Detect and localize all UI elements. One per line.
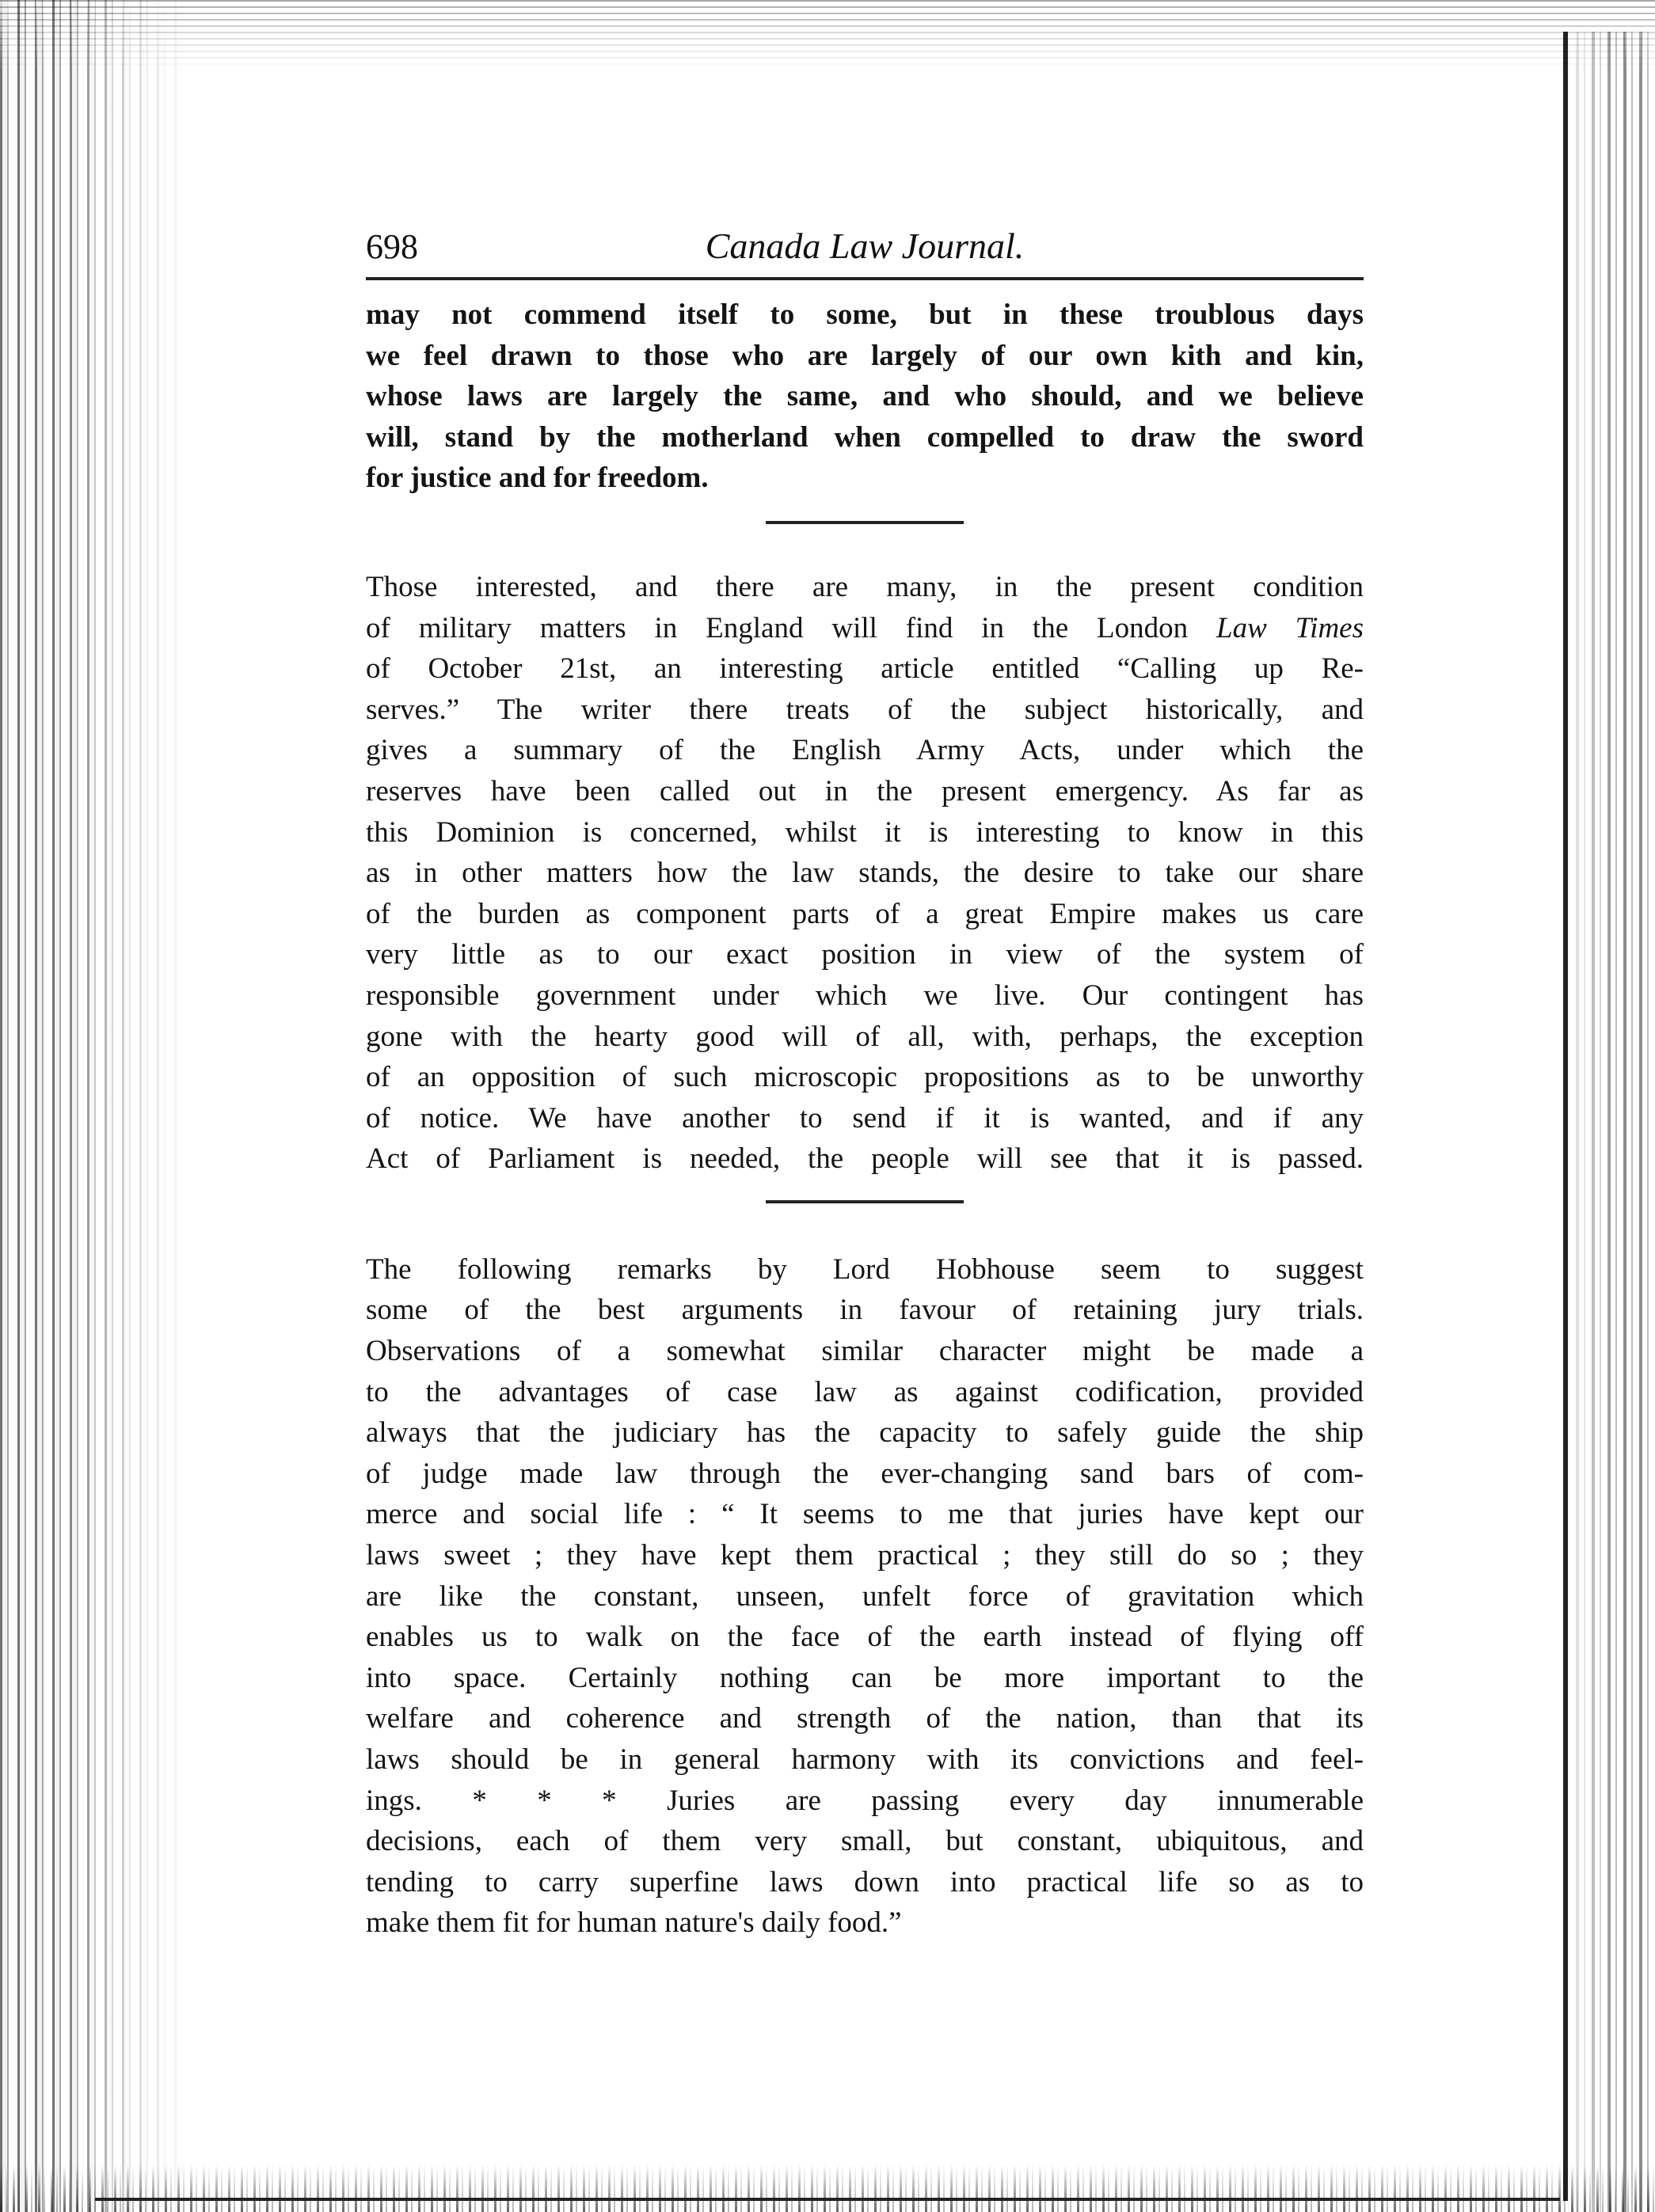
text-line: make them fit for human nature's daily food.” [366, 1906, 902, 1940]
text-line: of judge made law through the ever-changing sand bars of com- [366, 1457, 1364, 1490]
text-line: serves.” The writer there treats of the subject historically, and [366, 693, 1364, 726]
text-line: Those interested, and there are many, in the present condition [366, 570, 1364, 603]
text-line: laws should be in general harmony with its convictions and feel- [366, 1743, 1364, 1776]
text-line: to the advantages of case law as against codification, provided [366, 1375, 1364, 1408]
paragraph-motherland [366, 295, 1364, 499]
section-divider [766, 1200, 964, 1203]
scan-edge-top [0, 0, 1655, 71]
text-line: for justice and for freedom. [366, 462, 709, 495]
text-line: of the burden as component parts of a great Empire makes us care [366, 897, 1364, 930]
text-line: The following remarks by Lord Hobhouse seem to suggest [366, 1252, 1364, 1286]
text-line: gives a summary of the English Army Acts, under which the [366, 734, 1364, 767]
journal-page [366, 222, 1364, 1944]
page-number: 698 [366, 227, 418, 266]
text-line: whose laws are largely the same, and who should, and we believe [366, 380, 1364, 413]
text-line: merce and social life : “ It seems to me that juries have kept our [366, 1498, 1364, 1531]
text-line: welfare and coherence and strength of the nation, than that its [366, 1702, 1364, 1735]
text-line: gone with the hearty good will of all, with, perhaps, the exception [366, 1020, 1364, 1053]
text-line: always that the judiciary has the capacity to safely guide the ship [366, 1416, 1364, 1450]
publication-name: Law Times [1216, 611, 1364, 644]
journal-title: Canada Law Journal. [705, 226, 1025, 266]
text-line: Observations of a somewhat similar character might be made a [366, 1335, 1364, 1368]
scan-edge-left [0, 0, 190, 2212]
text-line: into space. Certainly nothing can be more important to the [366, 1661, 1364, 1694]
text-line: decisions, each of them very small, but constant, ubiquitous, and [366, 1825, 1364, 1858]
text-line: of October 21st, an interesting article entitled “Calling up Re- [366, 652, 1364, 686]
text-line: we feel drawn to those who are largely of our own kith and kin, [366, 339, 1364, 372]
text-line: as in other matters how the law stands, the desire to take our share [366, 857, 1364, 890]
text-line: of an opposition of such microscopic propositions as to be unworthy [366, 1061, 1364, 1094]
scan-edge-right-border [1563, 32, 1568, 2201]
scan-edge-bottom [0, 2164, 1655, 2212]
text-line: of military matters in England will find in the London Law Times [366, 611, 1364, 644]
text-line: some of the best arguments in favour of retaining jury trials. [366, 1294, 1364, 1327]
text-line: of notice. We have another to send if it is wanted, and if any [366, 1101, 1364, 1135]
paragraph-jury-trials [366, 1249, 1364, 1944]
text-line: are like the constant, unseen, unfelt force of gravitation which [366, 1579, 1364, 1613]
text-line: Act of Parliament is needed, the people will see that it is passed. [366, 1142, 1364, 1176]
text-line: very little as to our exact position in view of the system of [366, 938, 1364, 971]
paragraph-military-matters [366, 567, 1364, 1180]
scan-edge-right [1560, 32, 1655, 2212]
page-header [366, 222, 1364, 280]
text-line: this Dominion is concerned, whilst it is interesting to know in this [366, 815, 1364, 849]
text-line: tending to carry superfine laws down into practical life so as to [366, 1865, 1364, 1898]
scan-bottom-border [95, 2198, 1560, 2201]
text-line: responsible government under which we live. Our contingent has [366, 979, 1364, 1012]
text-line: enables us to walk on the face of the earth instead of flying off [366, 1621, 1364, 1654]
text-line: will, stand by the motherland when compelled to draw the sword [366, 420, 1364, 454]
section-divider [766, 521, 964, 524]
text-line: laws sweet ; they have kept them practical ; they still do so ; they [366, 1539, 1364, 1572]
text-line: may not commend itself to some, but in these troublous days [366, 298, 1364, 331]
text-line: reserves have been called out in the present emergency. As far as [366, 774, 1364, 808]
text-line: ings. * * * Juries are passing every day innumerable [366, 1784, 1364, 1817]
